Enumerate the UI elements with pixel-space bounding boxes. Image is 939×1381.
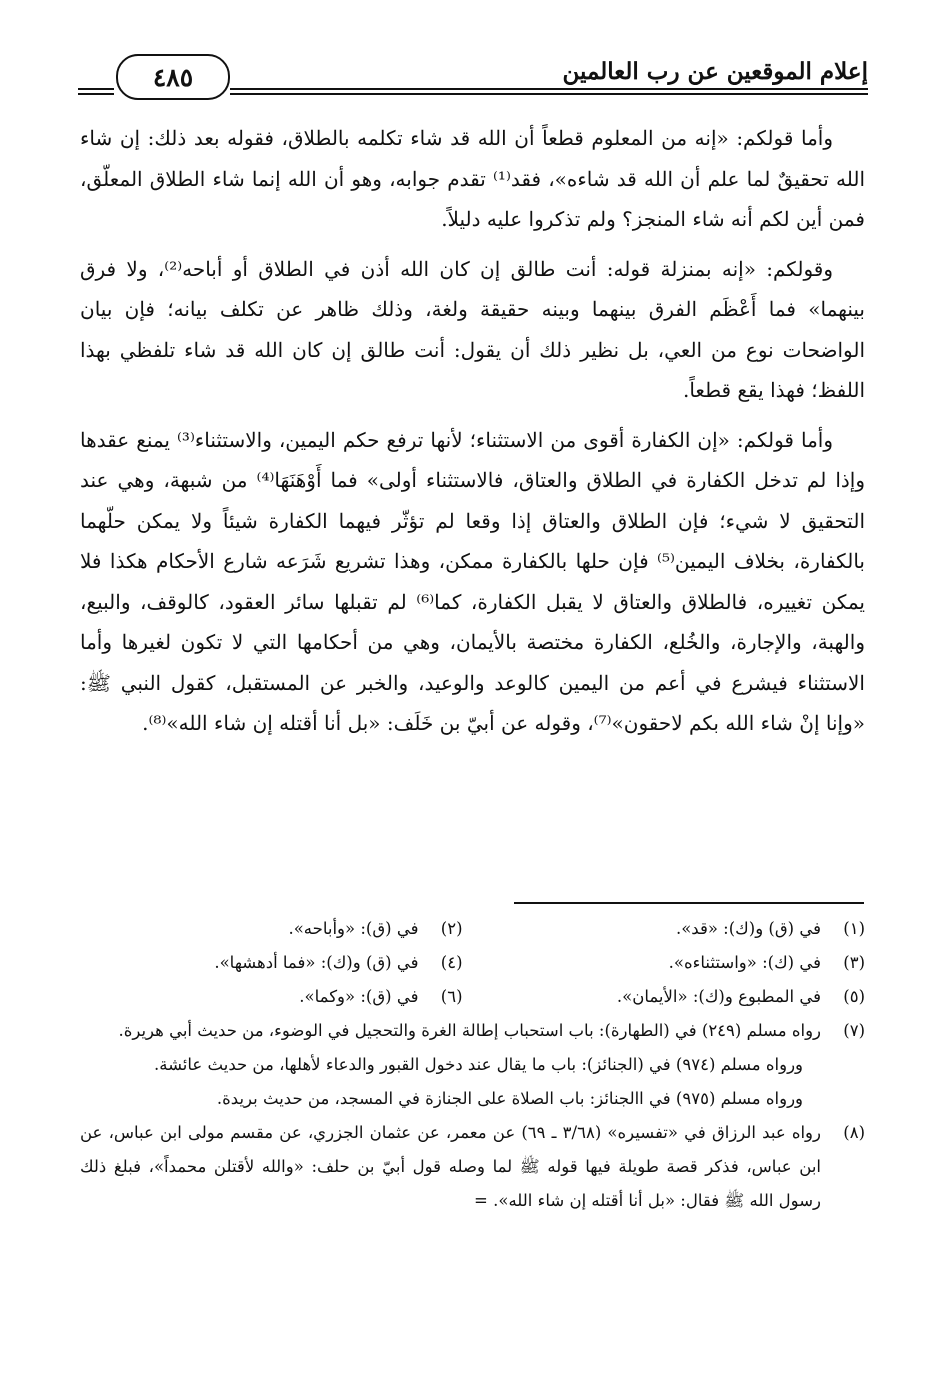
footnote xyxy=(483,912,866,946)
footnote-text: في (ق): «وكما». xyxy=(299,987,419,1006)
paragraph: وقولكم: «إنه بمنزلة قوله: أنت طالق إن كان الله أذن في الطلاق أو أباحه⁽²⁾، ولا فرق بينهما» فما أَعْظَم الفرق بينهما وبينه حقيقة ولغة، وذلك ظاهر عن تكلف بيانه؛ فإن بيان الواضحات نوع من العي، بل نظير ذلك أن يقول: أنت طالق إن كان الله قد شاء تلفظي بهذا اللفظ؛ فهذا يقع قطعاً. xyxy=(80,256,865,402)
footnote-7-continuation: ورواه مسلم (٩٧٤) في (الجنائز): باب ما يقال عند دخول القبور والدعاء لأهلها، من حديث عائشة. xyxy=(154,1055,803,1074)
footnote-text: رواه عبد الرزاق في «تفسيره» (٣/٦٨ ـ ٦٩) عن معمر، عن عثمان الجزري، عن مقسم مولى ابن عباس، عن ابن عباس، فذكر قصة طويلة فيها قوله ﷺ لما وصله قول أبيّ بن حلف: «والله لأقتلن محمداً»، فبلغ ذلك رسول الله ﷺ فقال: «بل أنا أقتله إن شاء الله». = xyxy=(80,1123,821,1210)
footnote-7-continuation: ورواه مسلم (٩٧٥) في االجنائز: باب الصلاة على الجنازة في المسجد، من حديث بريدة. xyxy=(216,1089,803,1108)
footnote-number: (٥) xyxy=(843,987,865,1006)
footnote-divider xyxy=(514,902,864,904)
footnote-text: في (ق) و(ك): «قد». xyxy=(675,919,821,938)
footnote xyxy=(80,946,463,980)
footnote-number: (٢) xyxy=(440,919,463,938)
footnote-number: (٨) xyxy=(843,1123,865,1142)
footnote-text: في (ق): «وأباحه». xyxy=(288,919,419,938)
page-number: ٤٨٥ xyxy=(116,54,230,100)
footnote xyxy=(483,946,866,980)
header-rule xyxy=(230,88,868,90)
header-rule xyxy=(78,93,114,95)
footnote-text: رواه مسلم (٢٤٩) في (الطهارة): باب استحباب إطالة الغرة والتحجيل في الوضوء، من حديث أبي هريرة. xyxy=(118,1021,821,1040)
header-rule xyxy=(78,88,114,90)
header-rule xyxy=(230,93,868,95)
footnote-text: في (ك): «واستثناءه». xyxy=(668,953,821,972)
footnote xyxy=(80,980,463,1014)
footnote-number: (١) xyxy=(843,919,865,938)
footnote-7 xyxy=(80,1014,865,1048)
footnote-8 xyxy=(80,1116,865,1218)
footnote-number: (٦) xyxy=(440,987,463,1006)
main-text xyxy=(80,118,865,753)
footnote xyxy=(80,912,463,946)
paragraph: وأما قولكم: «إنه من المعلوم قطعاً أن الله قد شاء تكلمه بالطلاق، فقوله بعد ذلك: إن شاء الله تحقيقٌ لما علم أن الله قد شاءه»، فقد⁽¹⁾ تقدم جوابه، وهو أن الله إنما شاء الطلاق المعلّق، فمن أين لكم أنه شاء المنجز؟ ولم تذكروا عليه دليلاً. xyxy=(80,126,865,231)
footnote-number: (٤) xyxy=(440,953,463,972)
paragraph: وأما قولكم: «إن الكفارة أقوى من الاستثناء؛ لأنها ترفع حكم اليمين، والاستثناء⁽³⁾ يمنع عقدها وإذا لم تدخل الكفارة في الطلاق والعتاق، فالاستثناء أولى» فما أَوْهَنَهَا⁽⁴⁾ من شبهة، وهي عند التحقيق لا شيء؛ فإن الطلاق والعتاق إذا وقعا لم تؤثّر فيهما الكفارة شيئاً ولا يمكن حلّهما بالكفارة، بخلاف اليمين⁽⁵⁾ فإن حلها بالكفارة ممكن، وهذا تشريع شَرَعه شارع الأحكام هكذا فلا يمكن تغييره، فالطلاق والعتاق لا يقبل الكفارة، كما⁽⁶⁾ لم تقبلها سائر العقود، كالوقف، والبيع، والهبة، والإجارة، والخُلع، الكفارة مختصة بالأيمان، وهي من أحكامها التي لا تكون لغيرها وأما الاستثناء فيشرع في أعم من اليمين كالوعد والوعيد، والخبر عن المستقبل، كقول النبي ﷺ: «وإنا إنْ شاء الله بكم لاحقون»⁽⁷⁾، وقوله عن أبيّ بن خَلَف: «بل أنا أقتله إن شاء الله»⁽⁸⁾. xyxy=(80,427,866,735)
footnotes xyxy=(80,912,865,1218)
page-header xyxy=(78,50,868,106)
footnote-number: (٣) xyxy=(843,953,865,972)
footnote-number: (٧) xyxy=(843,1021,865,1040)
book-title: إعلام الموقعين عن رب العالمين xyxy=(562,58,868,85)
footnote-text: في (ق) و(ك): «فما أدهشها». xyxy=(214,953,419,972)
short-footnotes xyxy=(80,912,865,1014)
footnote xyxy=(483,980,866,1014)
footnote-text: في المطبوع و(ك): «الأيمان». xyxy=(616,987,821,1006)
